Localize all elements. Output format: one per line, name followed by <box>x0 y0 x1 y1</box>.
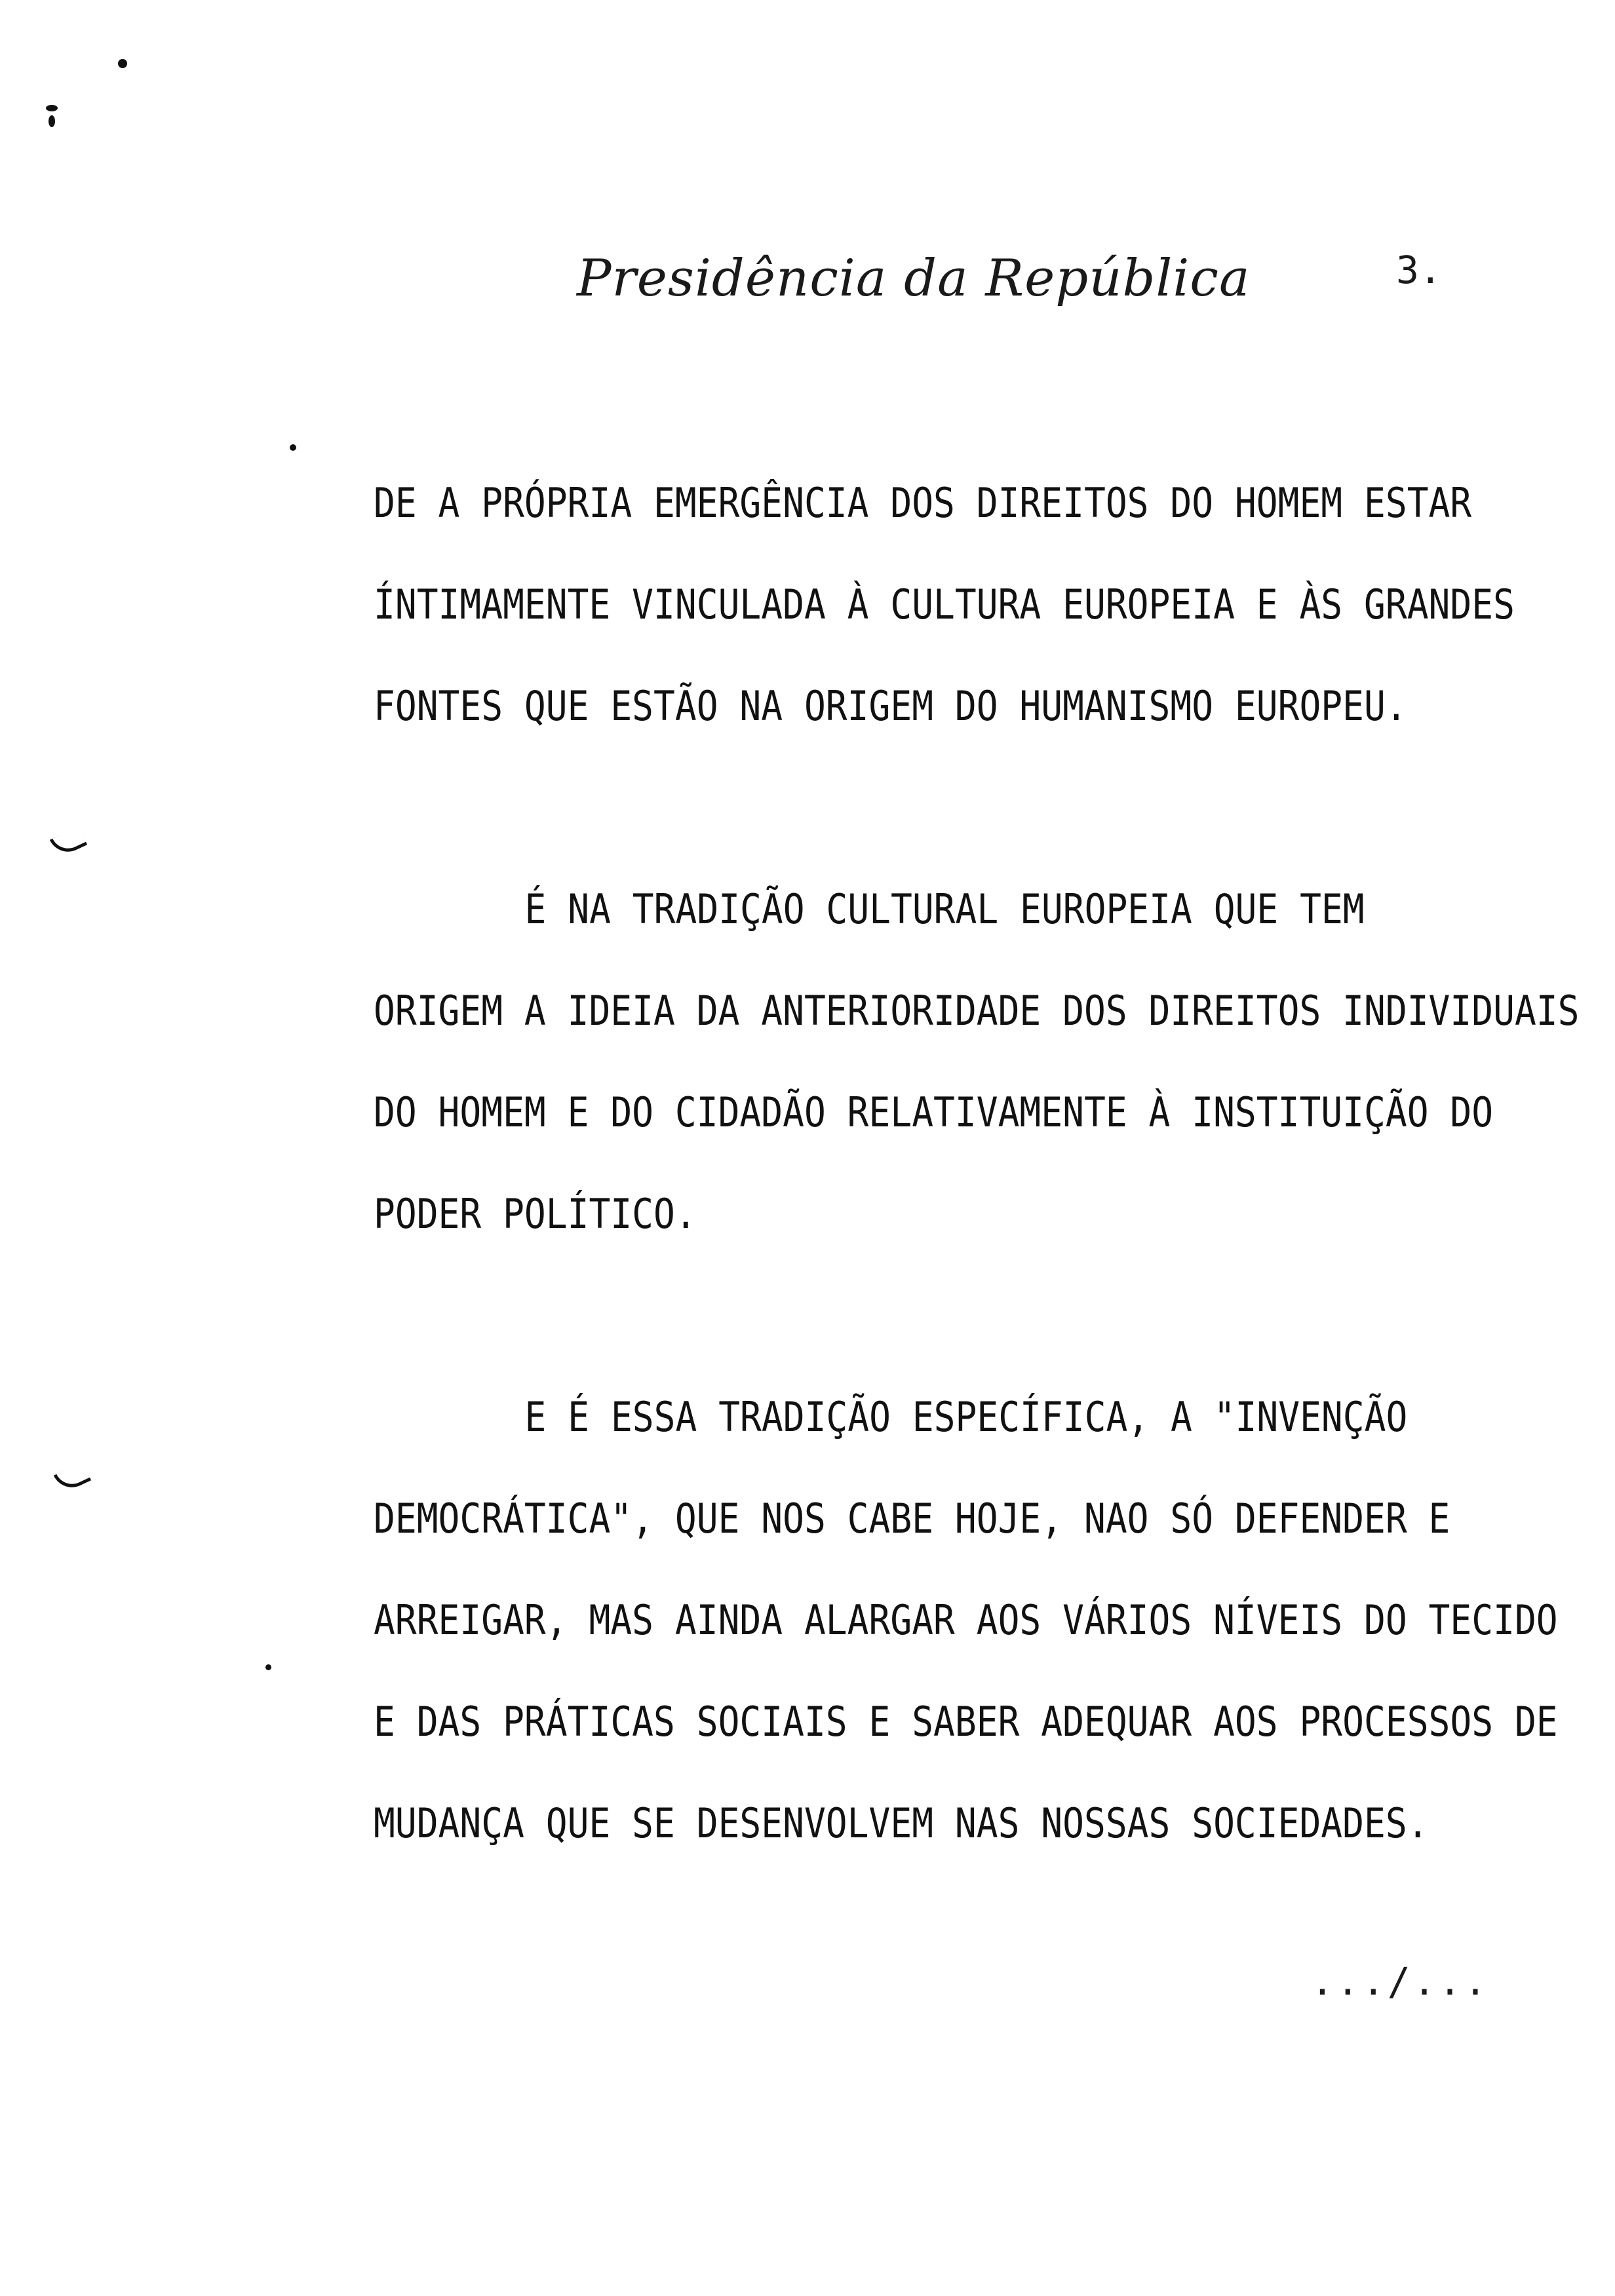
margin-speck <box>265 1664 271 1670</box>
text-line: E É ESSA TRADIÇÃO ESPECÍFICA, A "INVENÇÃO <box>524 1393 1408 1441</box>
margin-speck <box>290 444 296 451</box>
text-line: DE A PRÓPRIA EMERGÊNCIA DOS DIREITOS DO HOMEM ESTAR <box>374 479 1472 527</box>
page-number: 3. <box>1396 248 1442 292</box>
text-line: PODER POLÍTICO. <box>374 1190 697 1238</box>
margin-speck <box>49 115 55 127</box>
paragraph-1 <box>374 452 1515 757</box>
continuation-marker: .../... <box>1311 1959 1490 2004</box>
margin-speck <box>46 105 58 111</box>
body-text <box>374 452 1580 1976</box>
text-line: ARREIGAR, MAS AINDA ALARGAR AOS VÁRIOS NÍVEIS DO TECIDO <box>374 1596 1558 1644</box>
margin-speck <box>118 59 127 68</box>
text-line: E DAS PRÁTICAS SOCIAIS E SABER ADEQUAR AOS PROCESSOS DE <box>374 1698 1558 1746</box>
text-line: MUDANÇA QUE SE DESENVOLVEM NAS NOSSAS SOCIEDADES. <box>374 1799 1429 1847</box>
text-line: FONTES QUE ESTÃO NA ORIGEM DO HUMANISMO EUROPEU. <box>374 682 1407 730</box>
letterhead: Presidência da República <box>577 249 1251 308</box>
margin-mark <box>54 1462 92 1494</box>
margin-mark <box>50 826 88 858</box>
text-line: DO HOMEM E DO CIDADÃO RELATIVAMENTE À INSTITUIÇÃO DO <box>374 1088 1494 1136</box>
text-line: DEMOCRÁTICA", QUE NOS CABE HOJE, NAO SÓ DEFENDER E <box>374 1495 1450 1542</box>
paragraph-2 <box>374 858 1580 1265</box>
text-line: ORIGEM A IDEIA DA ANTERIORIDADE DOS DIREITOS INDIVIDUAIS <box>374 987 1580 1035</box>
text-line: ÍNTIMAMENTE VINCULADA À CULTURA EUROPEIA E ÀS GRANDES <box>374 581 1515 628</box>
paragraph-3 <box>374 1366 1558 1874</box>
text-line: É NA TRADIÇÃO CULTURAL EUROPEIA QUE TEM <box>524 885 1365 933</box>
